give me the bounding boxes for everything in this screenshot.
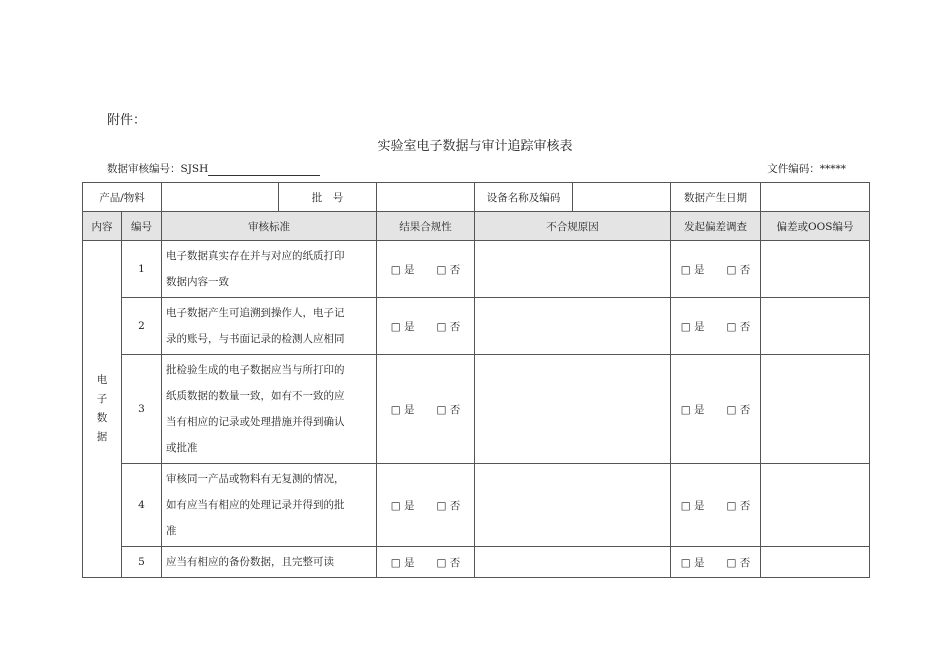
review-number-label: 数据审核编号：SJSH	[107, 163, 209, 175]
oos-field[interactable]	[761, 241, 870, 298]
equipment-label: 设备名称及编码	[475, 183, 573, 212]
row-number: 4	[122, 464, 162, 547]
table-row	[83, 355, 870, 464]
yes-checkbox[interactable]: □ 是	[390, 263, 415, 276]
criteria-text	[162, 298, 377, 355]
product-field[interactable]	[162, 183, 279, 212]
table-row	[83, 298, 870, 355]
criteria-line: 如有应当有相应的处理记录并得到的批	[166, 499, 345, 511]
review-number	[107, 161, 320, 176]
reason-field[interactable]	[475, 298, 671, 355]
no-checkbox[interactable]: □ 否	[436, 499, 461, 512]
yes-checkbox[interactable]: □ 是	[680, 320, 705, 333]
no-checkbox[interactable]: □ 否	[436, 263, 461, 276]
form-title: 实验室电子数据与审计追踪审核表	[377, 139, 573, 154]
reason-field[interactable]	[475, 355, 671, 464]
criteria-line: 应当有相应的备份数据，且完整可读	[166, 556, 335, 568]
oos-field[interactable]	[761, 547, 870, 578]
category-char: 据	[96, 431, 108, 443]
date-field[interactable]	[761, 183, 870, 212]
table-row	[83, 241, 870, 298]
criteria-line: 电子数据真实存在并与对应的纸质打印	[166, 250, 345, 262]
yes-checkbox[interactable]: □ 是	[680, 499, 705, 512]
no-checkbox[interactable]: □ 否	[726, 320, 751, 333]
oos-field[interactable]	[761, 355, 870, 464]
oos-field[interactable]	[761, 298, 870, 355]
yes-checkbox[interactable]: □ 是	[680, 263, 705, 276]
compliance-checkboxes	[377, 355, 475, 464]
compliance-checkboxes	[377, 547, 475, 578]
no-checkbox[interactable]: □ 否	[726, 263, 751, 276]
yes-checkbox[interactable]: □ 是	[390, 556, 415, 569]
deviation-checkboxes	[671, 355, 761, 464]
date-label: 数据产生日期	[671, 183, 761, 212]
equipment-field[interactable]	[573, 183, 671, 212]
deviation-checkboxes	[671, 241, 761, 298]
category-char: 子	[96, 393, 108, 405]
compliance-checkboxes	[377, 298, 475, 355]
criteria-text	[162, 547, 377, 578]
audit-table	[82, 182, 870, 578]
reason-field[interactable]	[475, 241, 671, 298]
compliance-checkboxes	[377, 464, 475, 547]
header-criteria: 审核标准	[162, 212, 377, 241]
header-deviation: 发起偏差调查	[671, 212, 761, 241]
attachment-label: 附件：	[107, 113, 147, 128]
table-row	[83, 464, 870, 547]
review-number-blank	[208, 164, 320, 176]
no-checkbox[interactable]: □ 否	[436, 556, 461, 569]
criteria-line: 电子数据产生可追溯到操作人，电子记	[166, 307, 345, 319]
no-checkbox[interactable]: □ 否	[726, 499, 751, 512]
criteria-text	[162, 464, 377, 547]
category-char: 电	[96, 374, 108, 386]
batch-field[interactable]	[377, 183, 475, 212]
row-number: 5	[122, 547, 162, 578]
deviation-checkboxes	[671, 547, 761, 578]
criteria-line: 准	[166, 525, 177, 537]
criteria-line: 或批准	[166, 442, 198, 454]
criteria-line: 纸质数据的数量一致，如有不一致的应	[166, 390, 345, 402]
reason-field[interactable]	[475, 464, 671, 547]
row-number: 1	[122, 241, 162, 298]
header-number: 编号	[122, 212, 162, 241]
header-reason: 不合规原因	[475, 212, 671, 241]
deviation-checkboxes	[671, 298, 761, 355]
compliance-checkboxes	[377, 241, 475, 298]
header-oos: 偏差或OOS编号	[761, 212, 870, 241]
no-checkbox[interactable]: □ 否	[726, 403, 751, 416]
criteria-text	[162, 241, 377, 298]
row-number: 3	[122, 355, 162, 464]
criteria-text	[162, 355, 377, 464]
yes-checkbox[interactable]: □ 是	[390, 320, 415, 333]
info-row	[83, 183, 870, 212]
no-checkbox[interactable]: □ 否	[726, 556, 751, 569]
reason-field[interactable]	[475, 547, 671, 578]
document-number: 文件编码：*****	[767, 163, 846, 175]
row-number: 2	[122, 298, 162, 355]
category-char: 数	[96, 412, 108, 424]
yes-checkbox[interactable]: □ 是	[680, 556, 705, 569]
header-row	[83, 212, 870, 241]
deviation-checkboxes	[671, 464, 761, 547]
no-checkbox[interactable]: □ 否	[436, 320, 461, 333]
criteria-line: 录的账号，与书面记录的检测人应相同	[166, 333, 345, 345]
yes-checkbox[interactable]: □ 是	[390, 403, 415, 416]
oos-field[interactable]	[761, 464, 870, 547]
criteria-line: 审核同一产品或物料有无复测的情况，	[166, 473, 345, 485]
criteria-line: 数据内容一致	[166, 276, 230, 288]
category-cell	[83, 241, 122, 578]
yes-checkbox[interactable]: □ 是	[390, 499, 415, 512]
no-checkbox[interactable]: □ 否	[436, 403, 461, 416]
criteria-line: 当有相应的记录或处理措施并得到确认	[166, 416, 345, 428]
product-label: 产品/物料	[83, 183, 162, 212]
criteria-line: 批检验生成的电子数据应当与所打印的	[166, 364, 345, 376]
header-content: 内容	[83, 212, 122, 241]
yes-checkbox[interactable]: □ 是	[680, 403, 705, 416]
batch-label: 批 号	[279, 183, 377, 212]
table-row	[83, 547, 870, 578]
header-compliance: 结果合规性	[377, 212, 475, 241]
